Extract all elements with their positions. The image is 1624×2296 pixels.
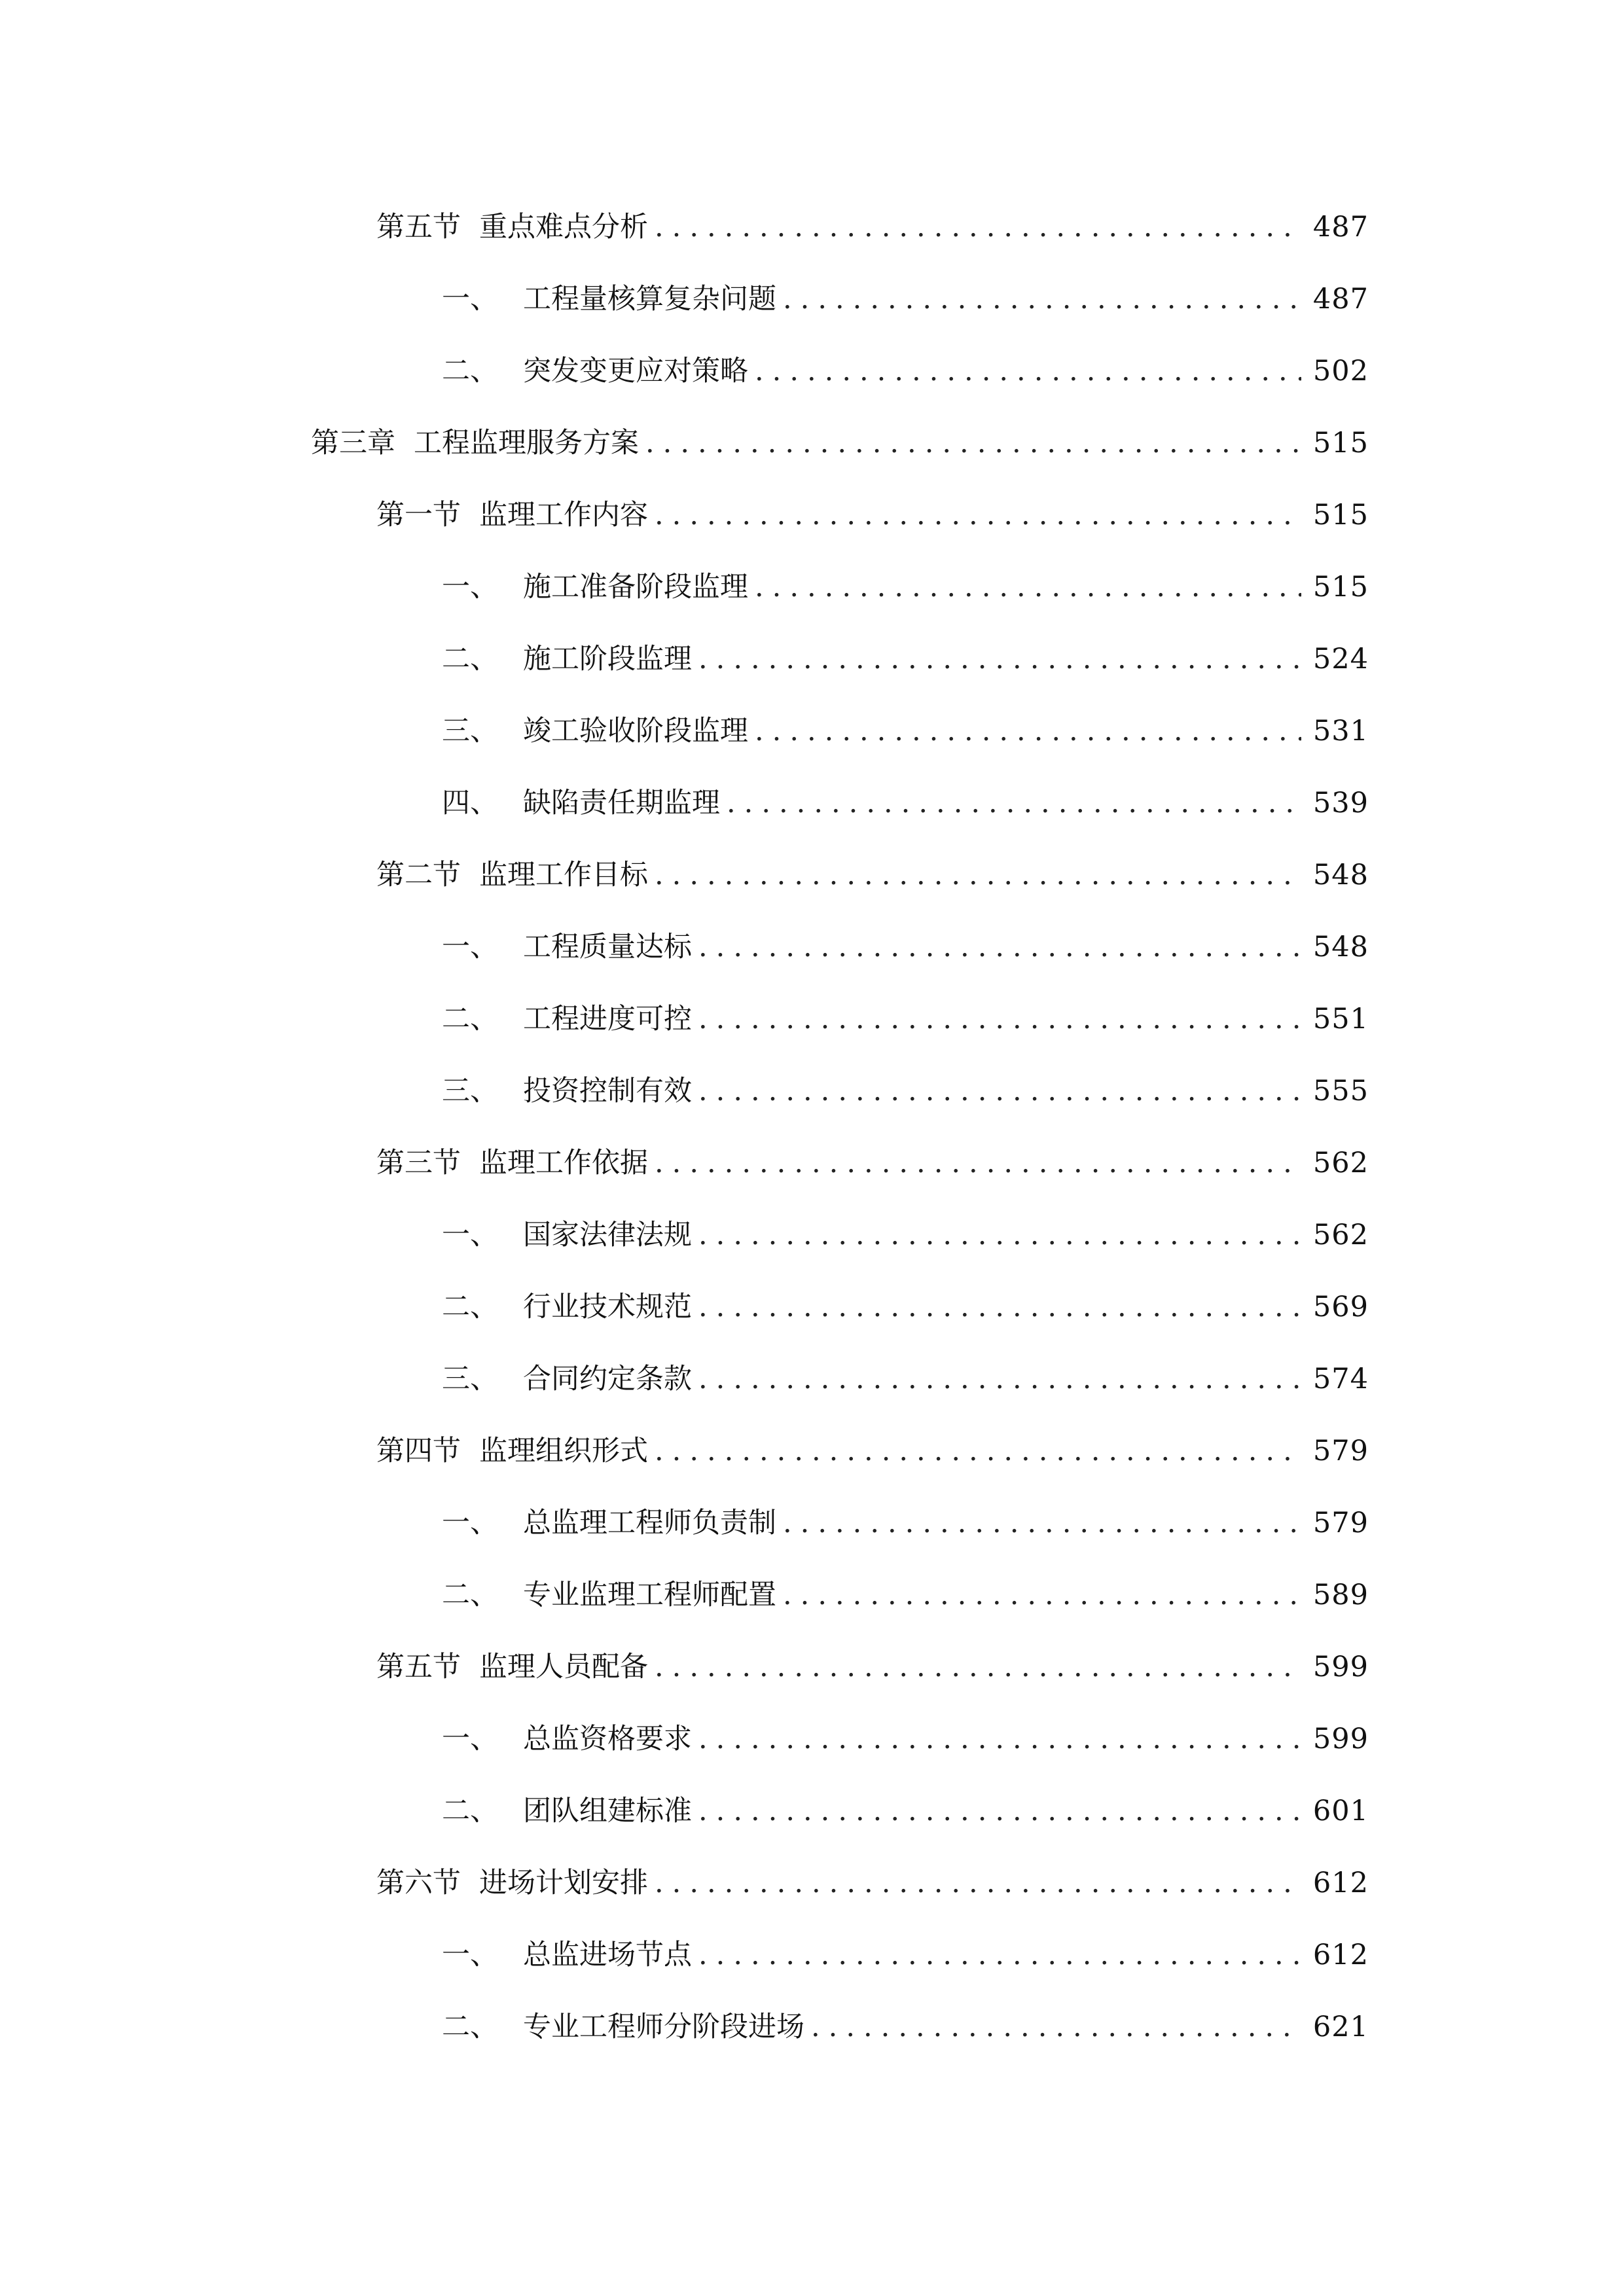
toc-dot-leader — [698, 1713, 1301, 1765]
toc-entry-page: 569 — [1312, 1291, 1369, 1323]
toc-entry-title: 施工阶段监理 — [523, 643, 692, 675]
toc-entry-title: 突发变更应对策略 — [523, 355, 748, 387]
toc-entry-item[interactable] — [442, 705, 1369, 757]
toc-entry-title: 施工准备阶段监理 — [523, 571, 748, 603]
toc-entry-item[interactable] — [442, 633, 1369, 685]
toc-entry-title: 监理工作依据 — [479, 1147, 648, 1179]
toc-entry-number: 二、 — [442, 1795, 498, 1827]
toc-entry-title: 团队组建标准 — [523, 1795, 692, 1827]
toc-dot-leader — [698, 1065, 1301, 1117]
toc-dot-leader — [727, 777, 1301, 829]
toc-entry-number: 四、 — [442, 787, 498, 819]
toc-entry-page: 601 — [1312, 1795, 1369, 1827]
toc-entry-page: 579 — [1312, 1435, 1369, 1467]
toc-entry-page: 579 — [1312, 1507, 1369, 1539]
toc-entry-number: 第五节 — [376, 211, 461, 243]
toc-entry-title: 竣工验收阶段监理 — [523, 715, 748, 747]
toc-entry-item[interactable] — [442, 1497, 1369, 1549]
toc-entry-item[interactable] — [442, 2001, 1369, 2053]
toc-entry-title: 合同约定条款 — [523, 1363, 692, 1395]
toc-entry-item[interactable] — [442, 1065, 1369, 1117]
toc-entry-title: 总监资格要求 — [523, 1723, 692, 1755]
toc-dot-leader — [783, 1497, 1301, 1549]
toc-entry-number: 三、 — [442, 1075, 498, 1107]
toc-entry-item[interactable] — [442, 1209, 1369, 1261]
toc-entry-item[interactable] — [442, 1569, 1369, 1621]
toc-entry-page: 621 — [1312, 2011, 1369, 2043]
toc-entry-number: 一、 — [442, 931, 498, 963]
toc-entry-title: 监理工作目标 — [479, 859, 648, 891]
toc-entry-page: 599 — [1312, 1651, 1369, 1683]
toc-entry-item[interactable] — [442, 345, 1369, 397]
toc-entry-title: 工程质量达标 — [523, 931, 692, 963]
toc-entry-number: 第四节 — [376, 1435, 461, 1467]
toc-dot-leader — [755, 705, 1301, 757]
toc-entry-number: 二、 — [442, 1291, 498, 1323]
toc-entry-item[interactable] — [442, 1281, 1369, 1333]
toc-entry-number: 一、 — [442, 1939, 498, 1971]
toc-entry-title: 监理组织形式 — [479, 1435, 648, 1467]
toc-entry-page: 531 — [1312, 715, 1369, 747]
toc-dot-leader — [698, 1353, 1301, 1405]
toc-entry-number: 一、 — [442, 1219, 498, 1251]
toc-entry-page: 612 — [1312, 1867, 1369, 1899]
toc-entry-title: 工程量核算复杂问题 — [523, 283, 776, 315]
toc-entry-title: 行业技术规范 — [523, 1291, 692, 1323]
toc-entry-title: 投资控制有效 — [523, 1075, 692, 1107]
toc-dot-leader — [698, 1209, 1301, 1261]
toc-entry-page: 487 — [1312, 211, 1369, 243]
toc-dot-leader — [698, 1281, 1301, 1333]
toc-entry-page: 599 — [1312, 1723, 1369, 1755]
toc-entry-item[interactable] — [442, 1785, 1369, 1837]
toc-entry-page: 555 — [1312, 1075, 1369, 1107]
toc-entry-title: 重点难点分析 — [479, 211, 648, 243]
toc-entry-page: 548 — [1312, 931, 1369, 963]
toc-entry-page: 515 — [1312, 427, 1369, 459]
toc-entry-number: 二、 — [442, 643, 498, 675]
toc-entry-number: 二、 — [442, 355, 498, 387]
toc-entry-chapter[interactable] — [311, 417, 1369, 469]
toc-entry-title: 工程进度可控 — [523, 1003, 692, 1035]
toc-entry-number: 二、 — [442, 1579, 498, 1611]
toc-dot-leader — [645, 417, 1301, 469]
toc-entry-page: 562 — [1312, 1219, 1369, 1251]
toc-entry-section[interactable] — [376, 1425, 1369, 1477]
toc-dot-leader — [655, 1857, 1301, 1909]
toc-dot-leader — [698, 633, 1301, 685]
toc-entry-title: 国家法律法规 — [523, 1219, 692, 1251]
toc-entry-page: 574 — [1312, 1363, 1369, 1395]
toc-entry-section[interactable] — [376, 489, 1369, 541]
toc-entry-page: 551 — [1312, 1003, 1369, 1035]
toc-dot-leader — [655, 849, 1301, 901]
toc-entry-page: 487 — [1312, 283, 1369, 315]
toc-dot-leader — [655, 1137, 1301, 1189]
toc-entry-page: 548 — [1312, 859, 1369, 891]
toc-entry-title: 总监理工程师负责制 — [523, 1507, 776, 1539]
toc-entry-section[interactable] — [376, 1137, 1369, 1189]
toc-entry-item[interactable] — [442, 993, 1369, 1045]
toc-entry-item[interactable] — [442, 561, 1369, 613]
toc-dot-leader — [655, 489, 1301, 541]
toc-entry-section[interactable] — [376, 849, 1369, 901]
toc-entry-title: 总监进场节点 — [523, 1939, 692, 1971]
toc-entry-item[interactable] — [442, 1929, 1369, 1981]
toc-dot-leader — [698, 993, 1301, 1045]
toc-dot-leader — [783, 273, 1301, 325]
toc-entry-section[interactable] — [376, 201, 1369, 253]
toc-dot-leader — [655, 201, 1301, 253]
toc-entry-item[interactable] — [442, 1353, 1369, 1405]
toc-entry-title: 进场计划安排 — [479, 1867, 648, 1899]
toc-entry-number: 一、 — [442, 283, 498, 315]
toc-entry-title: 监理工作内容 — [479, 499, 648, 531]
toc-entry-item[interactable] — [442, 273, 1369, 325]
toc-entry-number: 二、 — [442, 2011, 498, 2043]
toc-dot-leader — [655, 1641, 1301, 1693]
toc-entry-number: 一、 — [442, 1723, 498, 1755]
toc-entry-page: 515 — [1312, 571, 1369, 603]
toc-entry-page: 515 — [1312, 499, 1369, 531]
toc-entry-number: 三、 — [442, 1363, 498, 1395]
toc-entry-title: 工程监理服务方案 — [414, 427, 639, 459]
toc-entry-number: 第二节 — [376, 859, 461, 891]
toc-entry-page: 539 — [1312, 787, 1369, 819]
toc-entry-page: 502 — [1312, 355, 1369, 387]
toc-entry-item[interactable] — [442, 777, 1369, 829]
toc-entry-page: 612 — [1312, 1939, 1369, 1971]
toc-entry-page: 524 — [1312, 643, 1369, 675]
toc-dot-leader — [698, 1785, 1301, 1837]
toc-entry-number: 第三节 — [376, 1147, 461, 1179]
toc-entry-number: 一、 — [442, 571, 498, 603]
toc-entry-number: 二、 — [442, 1003, 498, 1035]
toc-entry-number: 第三章 — [311, 427, 395, 459]
toc-entry-number: 第一节 — [376, 499, 461, 531]
toc-dot-leader — [655, 1425, 1301, 1477]
toc-entry-number: 一、 — [442, 1507, 498, 1539]
toc-dot-leader — [811, 2001, 1301, 2053]
toc-entry-number: 第六节 — [376, 1867, 461, 1899]
toc-entry-number: 第五节 — [376, 1651, 461, 1683]
toc-entry-title: 缺陷责任期监理 — [523, 787, 720, 819]
toc-entry-page: 562 — [1312, 1147, 1369, 1179]
toc-entry-title: 专业工程师分阶段进场 — [523, 2011, 804, 2043]
toc-dot-leader — [698, 1929, 1301, 1981]
toc-entry-page: 589 — [1312, 1579, 1369, 1611]
toc-entry-item[interactable] — [442, 1713, 1369, 1765]
toc-entry-title: 专业监理工程师配置 — [523, 1579, 776, 1611]
toc-dot-leader — [698, 921, 1301, 973]
toc-entry-number: 三、 — [442, 715, 498, 747]
toc-entry-title: 监理人员配备 — [479, 1651, 648, 1683]
toc-dot-leader — [755, 561, 1301, 613]
toc-entry-item[interactable] — [442, 921, 1369, 973]
toc-entry-section[interactable] — [376, 1857, 1369, 1909]
toc-entry-section[interactable] — [376, 1641, 1369, 1693]
toc-dot-leader — [755, 345, 1301, 397]
toc-dot-leader — [783, 1569, 1301, 1621]
